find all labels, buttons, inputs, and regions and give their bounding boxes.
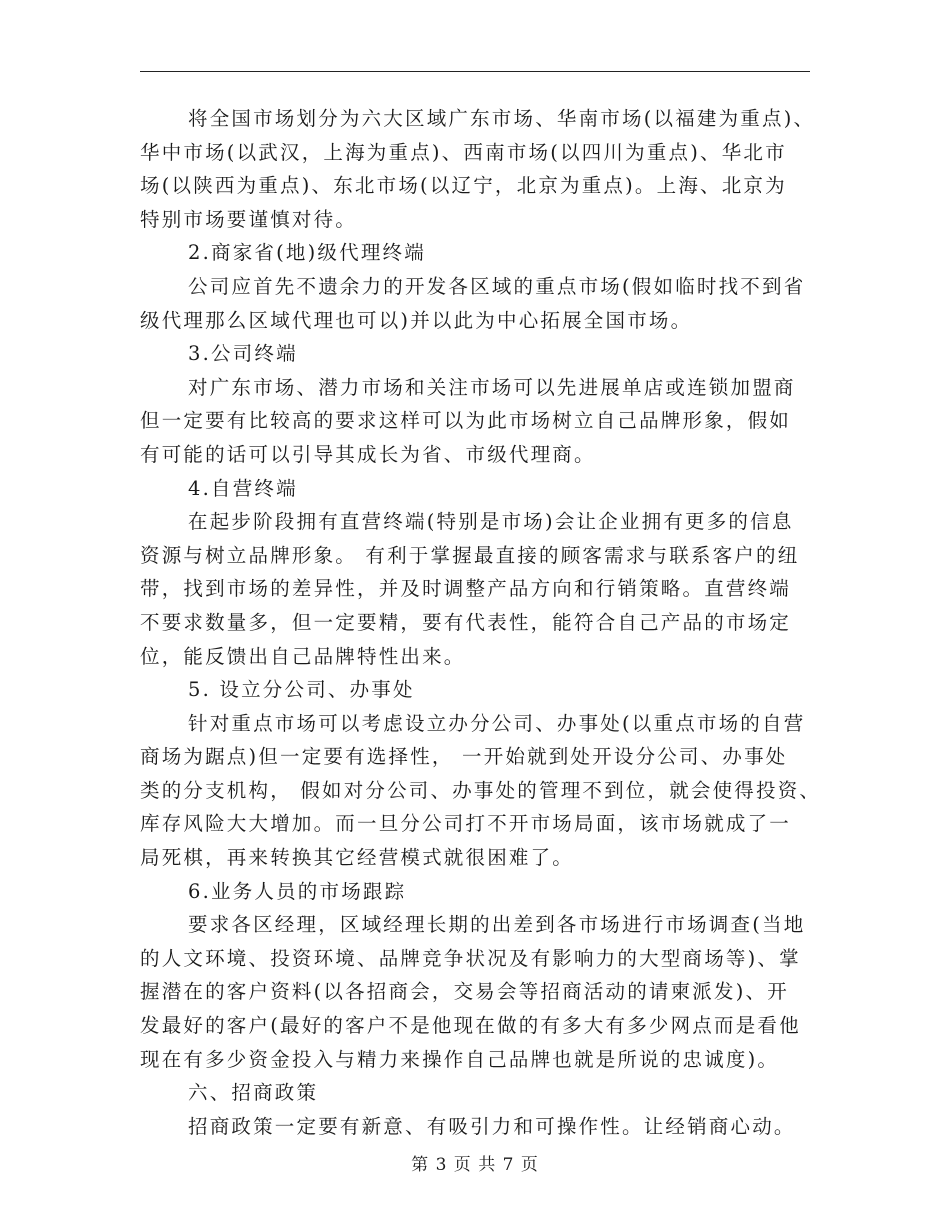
- text-line: 要求各区经理，区域经理长期的出差到各市场进行市场调查(当地: [188, 913, 806, 937]
- page-number-footer: 第 3 页 共 7 页: [411, 1155, 539, 1175]
- text-line: 商场为踞点)但一定要有选择性， 一开始就到处开设分公司、办事处: [140, 745, 788, 769]
- text-line: 招商政策一定要有新意、有吸引力和可操作性。让经销商心动。: [188, 1114, 796, 1138]
- text-line: 公司应首先不遗余力的开发各区域的重点市场(假如临时找不到省: [188, 274, 806, 298]
- text-line: 的人文环境、投资环境、品牌竞争状况及有影响力的大型商场等)、掌: [140, 946, 801, 970]
- text-line: 位，能反馈出自己品牌特性出来。: [140, 644, 466, 668]
- text-line: 5. 设立分公司、办事处: [188, 678, 415, 702]
- text-line: 6.业务人员的市场跟踪: [188, 879, 407, 903]
- text-line: 级代理那么区域代理也可以)并以此为中心拓展全国市场。: [140, 308, 693, 332]
- text-line: 场(以陕西为重点)、东北市场(以辽宁，北京为重点)。上海、北京为: [140, 174, 787, 198]
- text-line: 资源与树立品牌形象。 有利于掌握最直接的顾客需求与联系客户的纽: [140, 543, 800, 567]
- text-line: 3.公司终端: [188, 342, 298, 366]
- text-line: 库存风险大大增加。而一旦分公司打不开市场局面，该市场就成了一: [140, 812, 792, 836]
- text-line: 4.自营终端: [188, 476, 298, 500]
- text-line: 局死棋，再来转换其它经营模式就很困难了。: [140, 846, 575, 870]
- text-line: 现在有多少资金投入与精力来操作自己品牌也就是所说的忠诚度)。: [140, 1047, 780, 1071]
- text-line: 带，找到市场的差异性，并及时调整产品方向和行销策略。直营终端: [140, 577, 792, 601]
- document-body: [140, 102, 822, 1143]
- text-line: 不要求数量多，但一定要精，要有代表性，能符合自己产品的市场定: [140, 610, 792, 634]
- text-line: 华中市场(以武汉，上海为重点)、西南市场(以四川为重点)、华北市: [140, 140, 787, 164]
- text-line: 发最好的客户(最好的客户不是他现在做的有多大有多少网点而是看他: [140, 1014, 801, 1038]
- text-line: 对广东市场、潜力市场和关注市场可以先进展单店或连锁加盟商: [188, 375, 796, 399]
- text-line: 将全国市场划分为六大区域广东市场、华南市场(以福建为重点)、: [188, 107, 816, 130]
- text-line: 类的分支机构， 假如对分公司、办事处的管理不到位，就会使得投资、: [140, 778, 822, 802]
- header-rule: [140, 71, 810, 72]
- text-line: 有可能的话可以引导其成长为省、市级代理商。: [140, 442, 596, 466]
- text-line: 六、招商政策: [188, 1081, 319, 1105]
- text-line: 针对重点市场可以考虑设立办分公司、办事处(以重点市场的自营: [188, 711, 806, 735]
- text-line: 握潜在的客户资料(以各招商会，交易会等招商活动的请柬派发)、开: [140, 980, 789, 1004]
- text-line: 但一定要有比较高的要求这样可以为此市场树立自己品牌形象，假如: [140, 409, 792, 433]
- text-line: 在起步阶段拥有直营终端(特别是市场)会让企业拥有更多的信息: [188, 510, 794, 534]
- text-line: 特别市场要谨慎对待。: [140, 207, 358, 231]
- text-line: 2.商家省(地)级代理终端: [188, 241, 426, 265]
